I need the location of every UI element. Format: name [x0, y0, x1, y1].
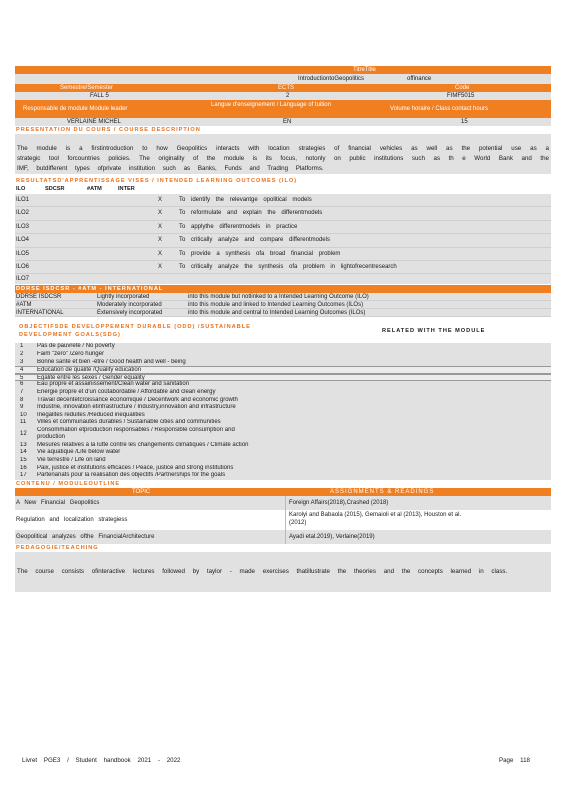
sdg-text: Villes et communautés durables / Sustainable cities and communities [37, 419, 221, 426]
sdg-number: 5 [20, 374, 24, 381]
ects-label: ECTS [278, 85, 295, 91]
content-topic: A New Financial Geopolitics [16, 499, 100, 506]
content-reading: Foreign Affairs(2018),Crashed (2018) [289, 499, 389, 506]
title-label-row [15, 66, 551, 74]
legend-text: into this module and linked to Intended Learning Outcomes (ILOs) [188, 302, 364, 309]
sdg-row [15, 404, 551, 412]
ilo-row [15, 207, 551, 220]
content-table [15, 496, 551, 544]
language-value: EN [283, 119, 292, 125]
sdg-number: 7 [20, 388, 24, 395]
sdg-row [15, 442, 551, 450]
sdg-text: Eau propre et assainissement/Clean water and sanitation [37, 381, 190, 388]
sdg-number: 14 [20, 449, 27, 456]
sdg-text: Vie terrestre / Life on land [37, 457, 106, 464]
content-divider [285, 496, 286, 510]
sdg-row [15, 449, 551, 457]
sdg-text: Mesures relatives à la lutte contre les changements climatiques / Climate action [37, 441, 249, 448]
content-topic: Geopolitical analyzes ofthe FinancialArchitecture [16, 533, 155, 540]
ilo-col-inter: INTER [118, 186, 135, 192]
sdg-number: 6 [20, 381, 24, 388]
sdg-text: Inegalites reduites /Reduced inequalities [37, 411, 145, 418]
legend-heading: DDRSE ISDCSR - #ATM - INTERNATIONAL [15, 285, 551, 293]
sdg-text: Pas de pauvreté / No poverty [37, 343, 115, 350]
sdg-row [15, 359, 551, 367]
legend-row [15, 293, 551, 301]
ilo-id: ILO3 [16, 223, 30, 230]
ilo-row [15, 234, 551, 247]
sdg-number: 15 [20, 457, 27, 464]
course-title-tail: offinance [407, 76, 432, 82]
ilo-text: To critically analyze the synthesis ofa problem in lightofrecentresearch [179, 263, 397, 270]
sdg-number: 11 [20, 419, 27, 426]
content-reading: Karolyi and Babaola (2015), Gemaioli et al (2013), Houston et al. [289, 511, 462, 518]
sdg-number: 3 [20, 358, 24, 365]
sdg-number: 12 [20, 430, 27, 437]
ilo-id: ILO1 [16, 197, 30, 203]
ilo-id: ILO6 [16, 263, 30, 270]
sdg-row [15, 343, 551, 351]
sdg-row [15, 381, 551, 389]
semester-label: Semestre/Semester [60, 85, 114, 91]
sdg-text: Industrie, innovation etinfrastructure / Industry,innovation and infrastructure [37, 404, 236, 411]
ilo-id: ILO5 [16, 250, 30, 257]
ilo-columns [15, 185, 551, 194]
pedagogy-heading: PEDAGOGIE/TEACHING [15, 544, 551, 552]
ilo-mark: X [158, 263, 163, 270]
sdg-table [15, 343, 551, 480]
ilo-row [15, 248, 551, 261]
sdg-row [15, 427, 551, 442]
sdg-number: 17 [20, 472, 27, 479]
sdg-number: 4 [20, 367, 24, 374]
legend-row [15, 309, 551, 317]
ilo-row [15, 274, 551, 284]
ilo-table [15, 194, 551, 284]
ilo-mark: X [158, 250, 163, 257]
content-row [15, 496, 551, 510]
content-columns [15, 488, 551, 496]
sdg-row [15, 472, 551, 480]
ilo-mark: X [158, 210, 163, 217]
sdg-text: Travail décentetcroissance économique / Decentwork and economic growth [37, 396, 238, 403]
sdg-text: Partenariats pour la réalisation des objectifs /Partnerships for the goals [37, 472, 226, 479]
sdg-heading-2: DEVELOPMENT GOALS(SDG) [19, 332, 121, 339]
title-value-row [15, 74, 551, 84]
sdg-text: Education de qualité /Quality education [37, 367, 142, 374]
pedagogy-text: The course consists ofinteractive lectures followed by taylor - made exercises thatillustrate the theories and the concepts learned in class. [15, 552, 551, 592]
ilo-text: To applythe differentmodels in practice [179, 223, 298, 230]
sdg-heading: OBJECTIFSDE DEVELOPPEMENT DURABLE (ODD) /SUSTAINABLE [19, 324, 251, 331]
ilo-id: ILO4 [16, 237, 30, 244]
legend-text: into this module and central to Intended Learning Outcomes (ILOs) [188, 310, 366, 317]
sdg-text: Consommation etproduction responsables / Responsible consumption and [37, 426, 235, 433]
ilo-col-ilo: ILO [16, 186, 26, 192]
ilo-text: To identify the relevantge opolitical models [179, 197, 312, 203]
sdg-number: 10 [20, 411, 27, 418]
ilo-id: ILO7 [16, 276, 30, 283]
content-row [15, 510, 551, 530]
legend-label: DDRSE ISDCSR [16, 294, 62, 301]
content-reading: Ayadi etal.2019), Verlaine(2019) [289, 533, 375, 540]
ilo-mark: X [158, 237, 163, 244]
page-footer [22, 757, 530, 764]
sdg-row [15, 397, 551, 405]
sdg-text: Energie propre et d'un coûtabordable / Affordable and clean energy [37, 388, 216, 395]
code-label: Code [455, 85, 470, 91]
sdg-row [15, 374, 551, 382]
sdg-related-heading: RELATED WITH THE MODULE [382, 328, 486, 335]
content-divider [285, 510, 286, 530]
ilo-mark: X [158, 223, 163, 230]
code-value: FIMF5015 [447, 93, 475, 99]
content-col-assign: ASSIGNMENTS & READINGS [330, 488, 435, 495]
sdg-number: 9 [20, 404, 24, 411]
footer-page-number: Page 118 [498, 757, 530, 764]
ilo-text: To provide a synthesis ofa broad financial problem [179, 250, 341, 257]
semester-value-row [15, 92, 551, 100]
ilo-row [15, 261, 551, 274]
ilo-row [15, 194, 551, 207]
legend-level: Moderately incorporated [97, 302, 162, 309]
ilo-mark: X [158, 197, 163, 203]
sdg-text: Vie aquatique /Life below water [37, 449, 121, 456]
legend-level: Lightly incorporated [97, 294, 150, 301]
content-topic: Regulation and localization strategiess [16, 516, 128, 523]
sdg-row [15, 419, 551, 427]
sdg-row [15, 389, 551, 397]
presentation-text: The module is a firstintroduction to how Geopolitics interacts with location strategies of financial vehicles as well as the potential use as a strategic tool forcountries policies. The originality of the module is its focus, notonly on public institutions such as th e World Bank and the IMF, butdifferent types ofprivate institution such as Banks, Funds and Trading Platforms. [15, 134, 551, 174]
ilo-heading: RESULTATSD'APPRENTISSAGE VISES / INTENDED LEARNING OUTCOMES (ILO) [15, 177, 551, 185]
ilo-id: ILO2 [16, 210, 30, 217]
ilo-text: To critically analyze and compare differentmodels [179, 237, 330, 244]
sdg-text-cont: production [37, 433, 66, 440]
ilo-text: To reformulate and explain the differentmodels [179, 210, 323, 217]
sdg-number: 1 [20, 343, 24, 350]
legend-level: Extensively incorporated [97, 310, 163, 317]
sdg-number: 8 [20, 396, 24, 403]
legend-label: #ATM [16, 302, 32, 309]
legend-row [15, 301, 551, 309]
content-col-topic: TOPIC [132, 488, 151, 495]
legend-table [15, 293, 551, 317]
hours-label: Volume horaire / Class contact hours [390, 106, 489, 112]
sdg-number: 16 [20, 464, 27, 471]
semester-label-row [15, 84, 551, 92]
leader-value: VERLAINE MICHEL [67, 119, 122, 125]
sdg-text: Bonne santé et bien -être / Good health and well - being [37, 358, 186, 365]
presentation-heading: PRESENTATION DU COURS / COURSE DESCRIPTION [15, 126, 551, 134]
sdg-header [15, 321, 551, 343]
content-heading: CONTENU / MODULEOUTLINE [15, 480, 551, 488]
ilo-col-sdcsr: SDCSR [45, 186, 65, 192]
sdg-row [15, 366, 551, 374]
ilo-row [15, 221, 551, 234]
leader-value-row [15, 118, 551, 126]
sdg-text: Paix, justice et institutions efficaces / Peace, justice and strong institutions [37, 464, 234, 471]
sdg-row [15, 465, 551, 473]
module-sheet [15, 66, 551, 592]
sdg-row [15, 412, 551, 420]
footer-left: Livret PGE3 / Student handbook 2021 - 2022 [22, 757, 181, 764]
sdg-number: 13 [20, 441, 27, 448]
semester-value: FALL 5 [90, 93, 109, 99]
ects-value: 2 [286, 93, 290, 99]
sdg-row [15, 351, 551, 359]
content-row [15, 530, 551, 544]
legend-label: INTERNATIONAL [16, 310, 64, 317]
sdg-text: Faim "zéro" /Zero hunger [37, 350, 104, 357]
language-label: Langue d'enseignement / Language of tuition [211, 102, 331, 108]
sdg-number: 2 [20, 350, 24, 357]
content-reading-cont: (2012) [289, 519, 307, 526]
content-divider [285, 530, 286, 544]
sdg-row [15, 457, 551, 465]
leader-label: Responsable de module Module leader [23, 106, 128, 112]
title-label: TitreTitle [353, 67, 376, 73]
sdg-text: Egalite entre les sexes / Gender equality [37, 374, 145, 381]
course-title: IntroductiontoGeopolitics [298, 76, 365, 82]
leader-label-row [15, 100, 551, 118]
ilo-col-atm: #ATM [87, 186, 102, 192]
legend-text: into this module but notlinked to a Intended Learning Outcome (ILO) [188, 294, 369, 301]
hours-value: 15 [461, 119, 468, 125]
